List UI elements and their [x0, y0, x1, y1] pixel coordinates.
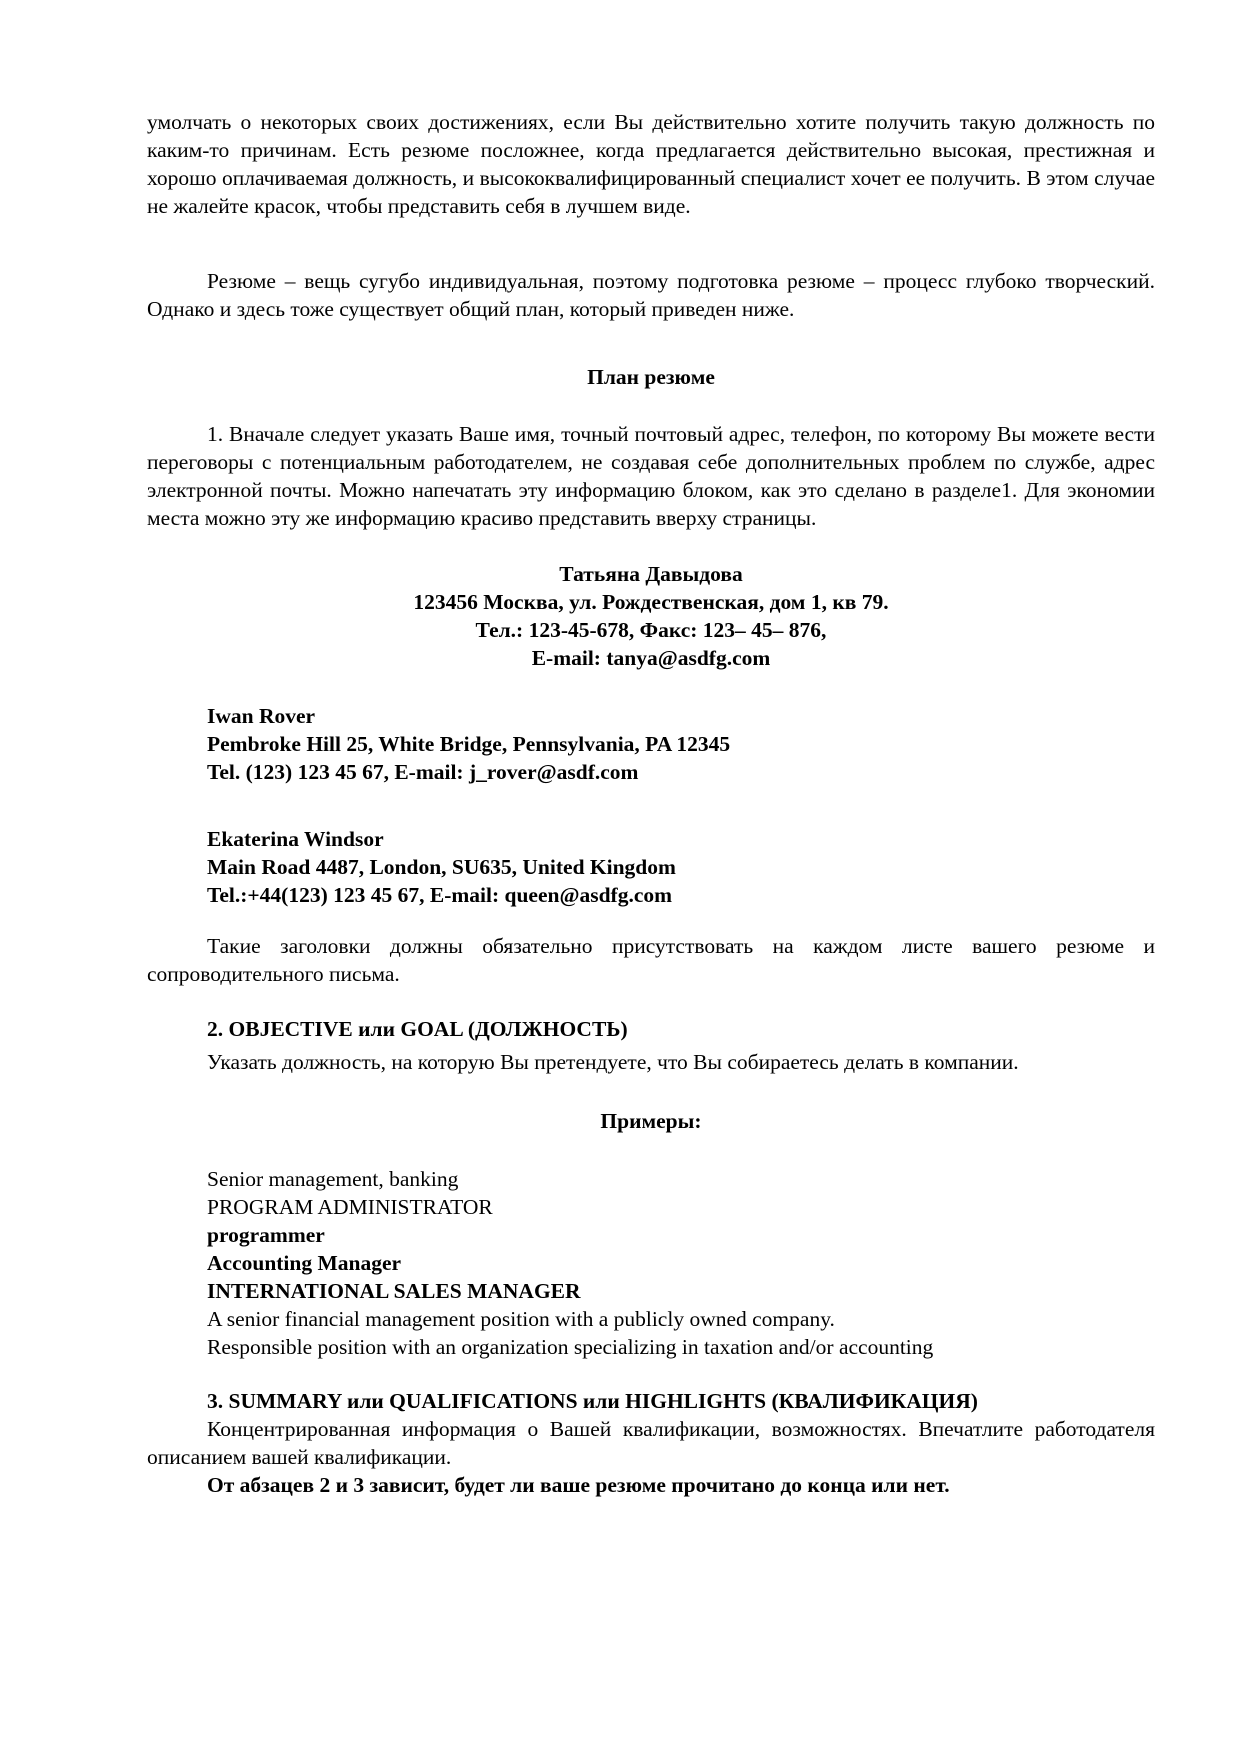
- heading-summary: 3. SUMMARY или QUALIFICATIONS или HIGHLIGHTS (КВАЛИФИКАЦИЯ): [207, 1389, 978, 1413]
- contact-phone: Тел.: 123-45-678, Факс: 123– 45– 876,: [475, 618, 827, 642]
- example-item: Senior management, banking: [207, 1167, 459, 1191]
- paragraph-continuation: умолчать о некоторых своих достижениях, если Вы действительно хотите получить такую должность по каким-то причинам. Есть резюме посложнее, когда предлагается действительно высокая, престижная и хорошо оплачиваемая должность, и высококвалифицированный специалист хочет ее получить. В этом случае не жалейте красок, чтобы представить себя в лучшем виде.: [147, 110, 1155, 218]
- contact-address: Main Road 4487, London, SU635, United Kingdom: [207, 855, 676, 879]
- examples-list: [207, 1165, 1155, 1361]
- example-item: Responsible position with an organization specializing in taxation and/or accounting: [207, 1335, 934, 1359]
- paragraph-summary-desc: Концентрированная информация о Вашей квалификации, возможностях. Впечатлите работодателя описанием вашей квалификации.: [147, 1417, 1155, 1469]
- example-item: programmer: [207, 1223, 325, 1247]
- example-item: A senior financial management position with a publicly owned company.: [207, 1307, 835, 1331]
- contact-name: Ekaterina Windsor: [207, 827, 384, 851]
- contact-name: Iwan Rover: [207, 704, 316, 728]
- contact-address: 123456 Москва, ул. Рождественская, дом 1, кв 79.: [413, 590, 889, 614]
- heading-examples: Примеры:: [600, 1109, 702, 1133]
- contact-phone: Tel.:+44(123) 123 45 67, E-mail: queen@asdfg.com: [207, 883, 673, 907]
- example-item: PROGRAM ADMINISTRATOR: [207, 1195, 493, 1219]
- contact-email: E-mail: tanya@asdfg.com: [531, 646, 771, 670]
- paragraph-item-1: 1. Вначале следует указать Ваше имя, точный почтовый адрес, телефон, по которому Вы можете вести переговоры с потенциальным работодателем, не создавая себе дополнительных проблем по службе, адрес электронной почты. Можно напечатать эту информацию блоком, как это сделано в разделе1. Для экономии места можно эту же информацию красиво представить вверху страницы.: [147, 422, 1155, 530]
- paragraph-important-note: От абзацев 2 и 3 зависит, будет ли ваше резюме прочитано до конца или нет.: [207, 1473, 950, 1497]
- contact-address: Pembroke Hill 25, White Bridge, Pennsylvania, PA 12345: [207, 732, 731, 756]
- paragraph-objective-desc: Указать должность, на которую Вы претендуете, что Вы собираетесь делать в компании.: [207, 1050, 1019, 1074]
- example-item: INTERNATIONAL SALES MANAGER: [207, 1279, 581, 1303]
- contact-block-iwan: [207, 702, 1155, 786]
- example-item: Accounting Manager: [207, 1251, 402, 1275]
- paragraph-resume-individual: Резюме – вещь сугубо индивидуальная, поэтому подготовка резюме – процесс глубоко творческий. Однако и здесь тоже существует общий план, который приведен ниже.: [147, 269, 1155, 321]
- heading-resume-plan: План резюме: [587, 365, 715, 389]
- contact-block-tatyana: [147, 560, 1155, 672]
- paragraph-headers-note: Такие заголовки должны обязательно присутствовать на каждом листе вашего резюме и сопроводительного письма.: [147, 934, 1155, 986]
- heading-objective: 2. OBJECTIVE или GOAL (ДОЛЖНОСТЬ): [207, 1017, 628, 1041]
- contact-phone: Tel. (123) 123 45 67, E-mail: j_rover@asdf.com: [207, 760, 639, 784]
- contact-block-ekaterina: [207, 825, 1155, 909]
- contact-name: Татьяна Давыдова: [559, 562, 743, 586]
